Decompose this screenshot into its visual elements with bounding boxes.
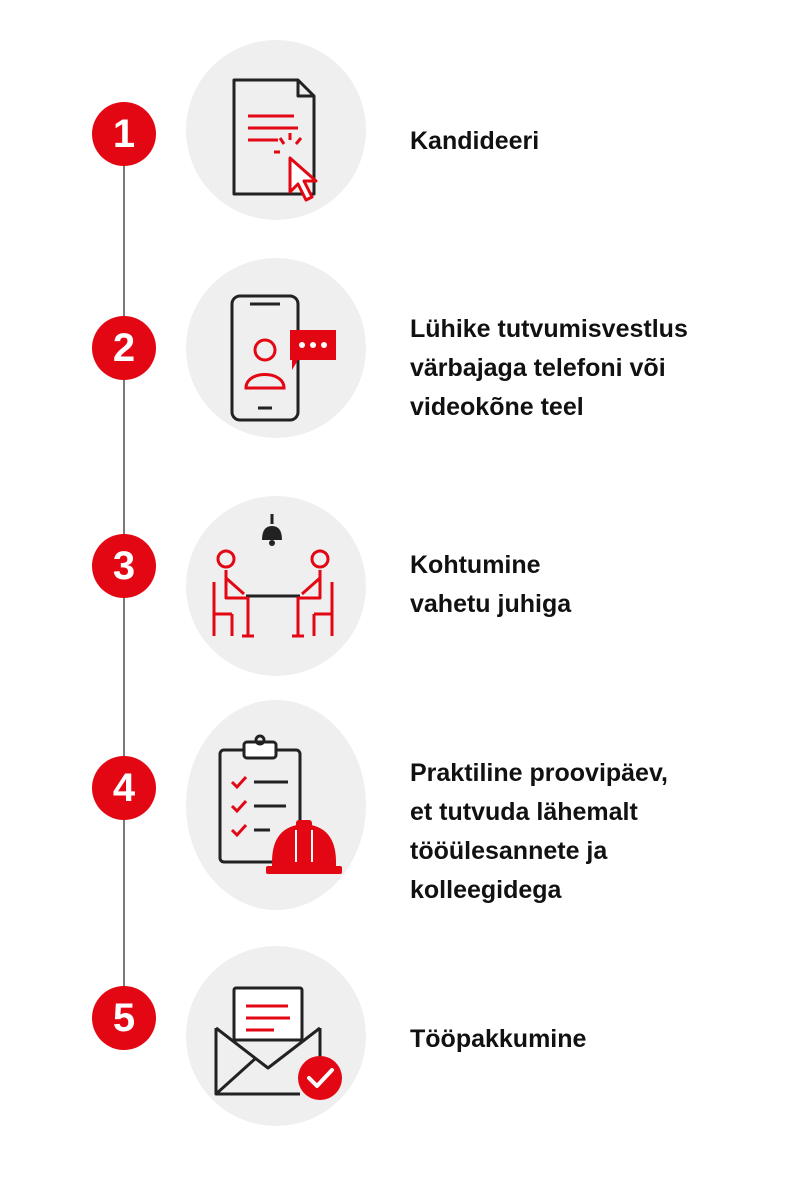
- step-label: Lühike tutvumisvestlus värbajaga telefoni või videokõne teel: [410, 315, 688, 421]
- step-number-badge: 3: [92, 534, 156, 598]
- step-number-badge: 1: [92, 102, 156, 166]
- step-3: [0, 496, 800, 676]
- step-label: Kohtumine vahetu juhiga: [410, 551, 572, 618]
- step-number-badge: 2: [92, 316, 156, 380]
- step-number-badge: 4: [92, 756, 156, 820]
- step-5: [0, 946, 800, 1126]
- step-label: Tööpakkumine: [410, 1025, 587, 1053]
- step-1: [0, 40, 800, 220]
- step-4: [0, 700, 800, 904]
- step-2: [0, 258, 800, 438]
- step-label: Kandideeri: [410, 127, 540, 155]
- step-number-badge: 5: [92, 986, 156, 1050]
- icon-circle: [186, 946, 366, 1126]
- step-label: Praktiline proovipäev, et tutvuda lähemalt tööülesannete ja kolleegidega: [410, 759, 668, 904]
- icon-circle: [186, 258, 366, 438]
- icon-circle: [186, 40, 366, 220]
- icon-circle: [186, 496, 366, 676]
- icon-circle: [186, 700, 366, 910]
